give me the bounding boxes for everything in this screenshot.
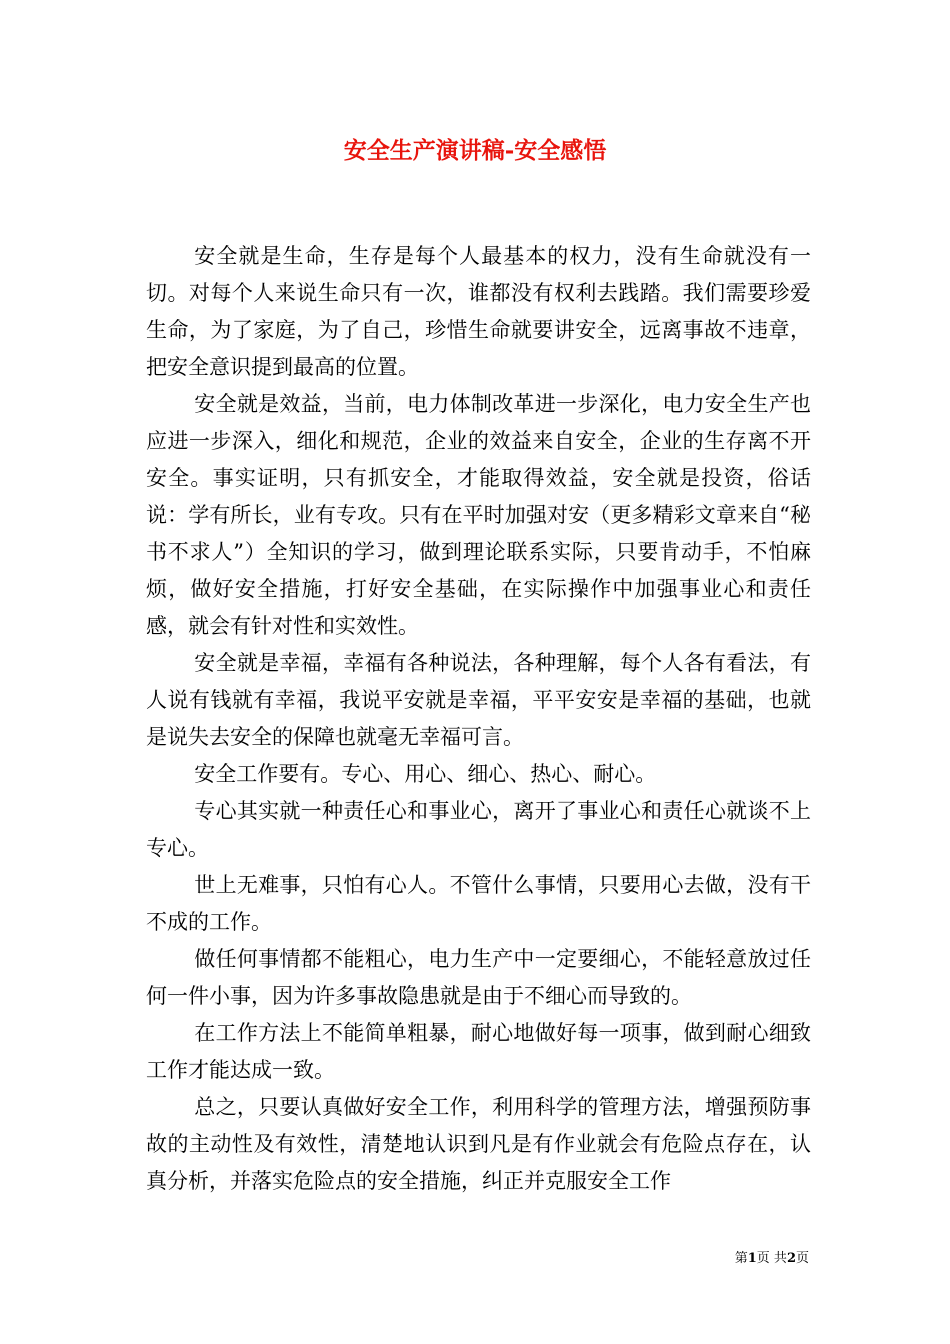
paragraph: 总之，只要认真做好安全工作，利用科学的管理方法，增强预防事故的主动性及有效性，清楚地认识到凡是有作业就会有危险点存在，认真分析，并落实危险点的安全措施，纠正并克服安全工作 [146,1095,811,1193]
paragraph: 安全就是效益，当前，电力体制改革进一步深化，电力安全生产也应进一步深入，细化和规范，企业的效益来自安全，企业的生存离不开安全。事实证明，只有抓安全，才能取得效益，安全就是投资，俗话说：学有所长，业有专攻。只有在平时加强对安（更多精彩文章来自“秘书不求人”）全知识的学习，做到理论联系实际，只要肯动手，不怕麻烦，做好安全措施，打好安全基础，在实际操作中加强事业心和责任感，就会有针对性和实效性。 [146,392,811,638]
paragraph: 专心其实就一种责任心和事业心，离开了事业心和责任心就谈不上专心。 [146,799,811,860]
footer-prefix: 第 [734,1251,748,1266]
paragraph: 世上无难事，只怕有心人。不管什么事情，只要用心去做，没有干不成的工作。 [146,873,811,934]
footer-suffix: 页 [795,1251,809,1266]
current-page-number: 1 [747,1251,757,1266]
paragraph: 安全工作要有。专心、用心、细心、热心、耐心。 [194,762,657,786]
total-pages-number: 2 [786,1251,796,1266]
document-title: 安全生产演讲稿-安全感悟 [343,137,607,164]
paragraph: 在工作方法上不能简单粗暴，耐心地做好每一项事，做到耐心细致工作才能达成一致。 [146,1021,811,1082]
page-footer [735,1247,809,1266]
document-body [146,238,811,1200]
paragraph: 安全就是生命，生存是每个人最基本的权力，没有生命就没有一切。对每个人来说生命只有一次，谁都没有权利去践踏。我们需要珍爱生命，为了家庭，为了自己，珍惜生命就要讲安全，远离事故不违章，把安全意识提到最高的位置。 [146,244,811,379]
paragraph: 做任何事情都不能粗心，电力生产中一定要细心，不能轻意放过任何一件小事，因为许多事故隐患就是由于不细心而导致的。 [146,947,811,1008]
footer-middle: 页 共 [756,1251,787,1266]
paragraph: 安全就是幸福，幸福有各种说法，各种理解，每个人各有看法，有人说有钱就有幸福，我说平安就是幸福，平平安安是幸福的基础，也就是说失去安全的保障也就毫无幸福可言。 [146,651,811,749]
